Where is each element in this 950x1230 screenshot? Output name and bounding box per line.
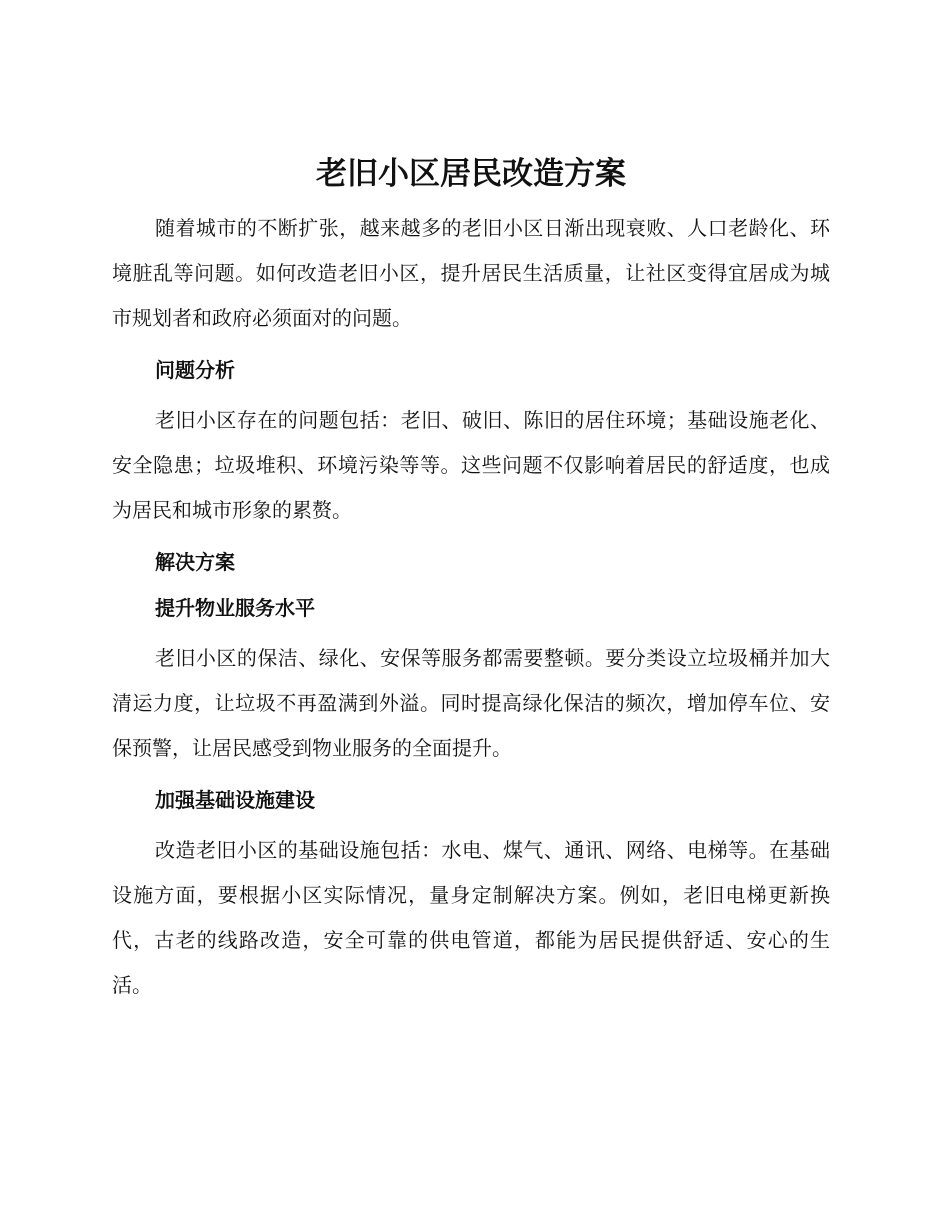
- heading-property-service: 提升物业服务水平: [155, 596, 315, 620]
- document-title: 老旧小区居民改造方案: [316, 156, 626, 192]
- heading-infrastructure: 加强基础设施建设: [155, 788, 315, 812]
- property-service-paragraph: 老旧小区的保洁、绿化、安保等服务都需要整顿。要分类设立垃圾桶并加大清运力度，让垃圾不再盈满到外溢。同时提高绿化保洁的频次，增加停车位、安保预警，让居民感受到物业服务的全面提升。: [112, 646, 830, 760]
- document-page: [112, 150, 830, 1008]
- intro-paragraph: 随着城市的不断扩张，越来越多的老旧小区日渐出现衰败、人口老龄化、环境脏乱等问题。如何改造老旧小区，提升居民生活质量，让社区变得宜居成为城市规划者和政府必须面对的问题。: [112, 216, 830, 330]
- heading-solution: 解决方案: [155, 550, 235, 574]
- heading-problem-analysis: 问题分析: [155, 358, 235, 382]
- infrastructure-paragraph: 改造老旧小区的基础设施包括：水电、煤气、通讯、网络、电梯等。在基础设施方面，要根据小区实际情况，量身定制解决方案。例如，老旧电梯更新换代，古老的线路改造，安全可靠的供电管道，都能为居民提供舒适、安心的生活。: [112, 838, 830, 997]
- problem-analysis-paragraph: 老旧小区存在的问题包括：老旧、破旧、陈旧的居住环境；基础设施老化、安全隐患；垃圾堆积、环境污染等等。这些问题不仅影响着居民的舒适度，也成为居民和城市形象的累赘。: [112, 408, 830, 522]
